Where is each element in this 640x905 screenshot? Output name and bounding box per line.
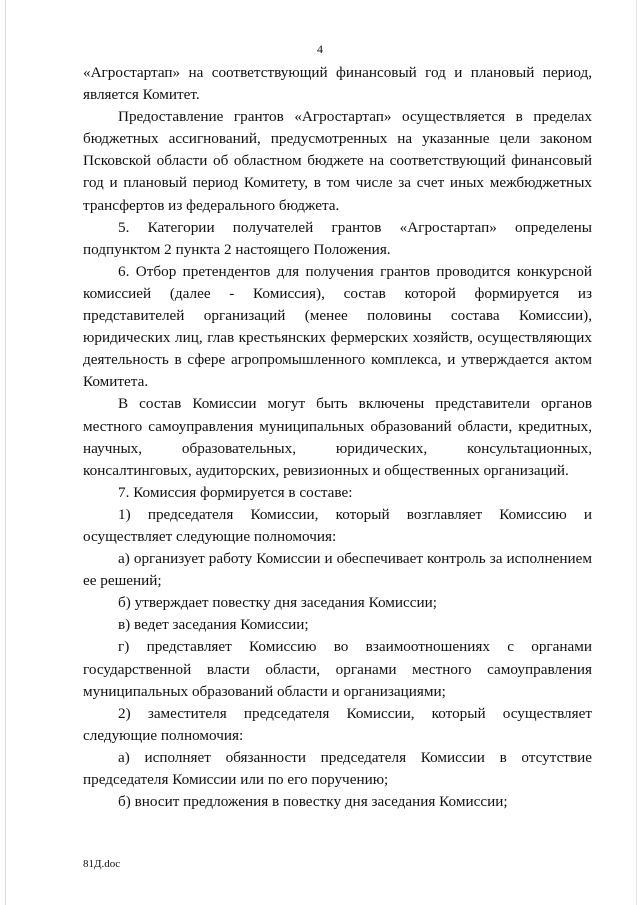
paragraph: б) вносит предложения в повестку дня заседания Комиссии; <box>118 793 508 811</box>
paragraph: 5. Категории получателей грантов «Агростартап» определены подпунктом 2 пункта 2 настоящего Положения. <box>83 218 592 258</box>
paragraph: 2) заместителя председателя Комиссии, который осуществляет следующие полномочия: <box>83 704 592 744</box>
paragraph: а) организует работу Комиссии и обеспечивает контроль за исполнением ее решений; <box>83 550 592 590</box>
paragraph: Предоставление грантов «Агростартап» осуществляется в пределах бюджетных ассигнований, предусмотренных на указанные цели законом Псковской области об областном бюджете на соответствующий финансовый год и плановый период Комитету, в том числе за счет иных межбюджетных трансфертов из федерального бюджета. <box>83 108 592 214</box>
paragraph: «Агростартап» на соответствующий финансовый год и плановый период, является Комитет. <box>83 64 592 104</box>
document-body <box>83 62 592 813</box>
paragraph: в) ведет заседания Комиссии; <box>118 616 309 634</box>
paragraph: В состав Комиссии могут быть включены представители органов местного самоуправления муниципальных образований области, кредитных, научных, образовательных, юридических, консультационных, консалтинговых, аудиторских, ревизионных и общественных организаций. <box>83 395 592 479</box>
scan-left-edge <box>5 0 6 905</box>
paragraph: г) представляет Комиссию во взаимоотношениях с органами государственной власти области, органами местного самоуправления муниципальных образований области и организациями; <box>83 638 592 700</box>
footer-filename: 81Д.doc <box>83 858 121 870</box>
paragraph: 1) председателя Комиссии, который возглавляет Комиссию и осуществляет следующие полномочия: <box>83 505 592 545</box>
paragraph: 7. Комиссия формируется в составе: <box>118 483 353 501</box>
scan-right-edge <box>636 0 637 905</box>
paragraph: а) исполняет обязанности председателя Комиссии в отсутствие председателя Комиссии или по его поручению; <box>83 748 592 788</box>
paragraph: б) утверждает повестку дня заседания Комиссии; <box>118 594 437 612</box>
paragraph: 6. Отбор претендентов для получения грантов проводится конкурсной комиссией (далее - Комиссия), состав которой формируется из представителей организаций (менее половины состава Комиссии), юридических лиц, глав крестьянских фермерских хозяйств, осуществляющих деятельность в сфере агропромышленного комплекса, и утверждается актом Комитета. <box>83 262 592 391</box>
page-number: 4 <box>317 42 323 56</box>
